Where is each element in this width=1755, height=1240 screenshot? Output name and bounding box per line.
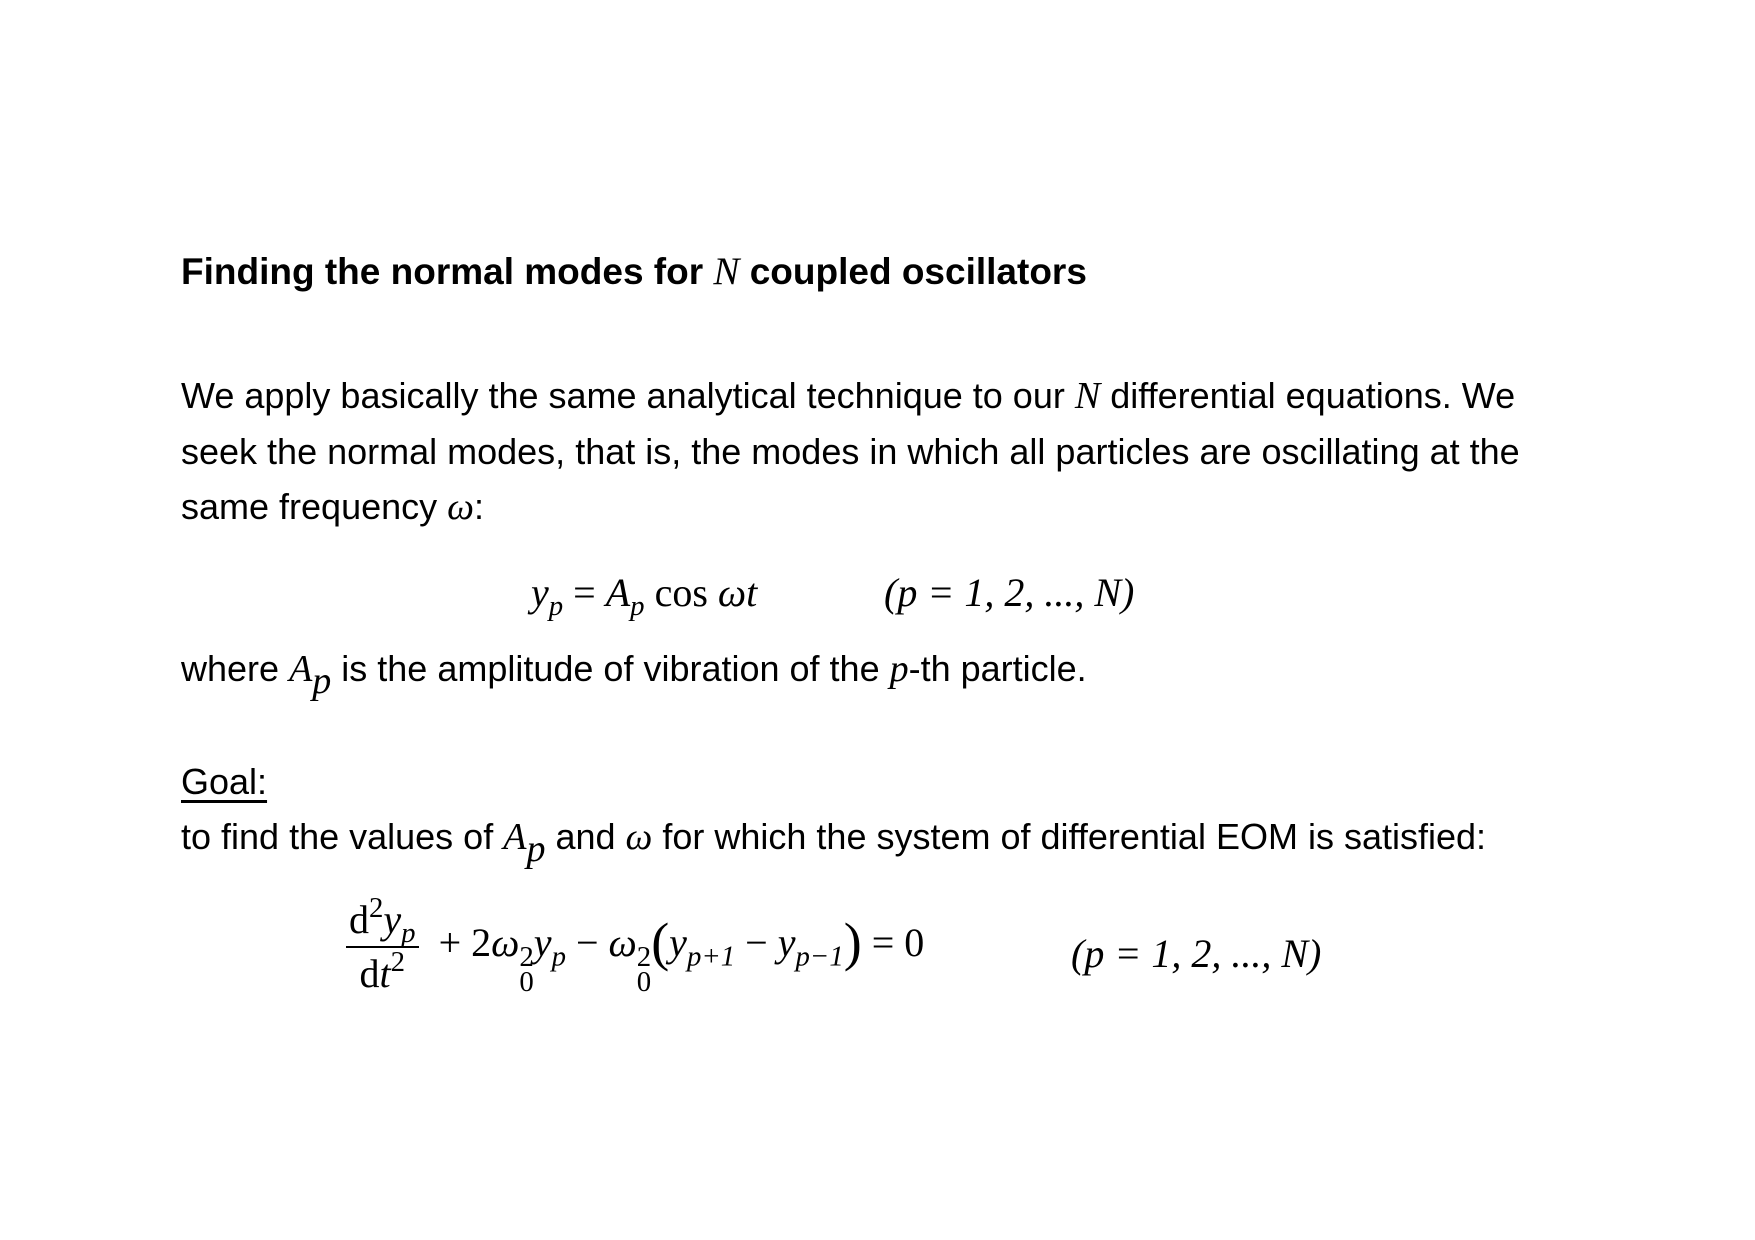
goal-heading: Goal: bbox=[181, 761, 268, 802]
eom-omega-1-scripts bbox=[519, 941, 534, 998]
eq1-a-sub-p: p bbox=[630, 590, 645, 623]
eom-omega-2: ω bbox=[608, 920, 637, 966]
eom-num-sub: p bbox=[401, 917, 416, 950]
eom-den-sup: 2 bbox=[390, 946, 406, 979]
eom-y-next: y bbox=[669, 920, 687, 966]
eom-omega-2-scripts bbox=[636, 941, 652, 998]
eq1-sub-p: p bbox=[548, 590, 564, 623]
where-sub-p: p bbox=[312, 660, 332, 703]
eom-zero: 0 bbox=[904, 920, 925, 966]
where-a: where bbox=[181, 648, 290, 689]
intro-line3-a: same frequency bbox=[181, 486, 448, 527]
eom-sub-p-minus-1: p−1 bbox=[795, 940, 844, 973]
goal-sub-p: p bbox=[526, 828, 546, 871]
eom-num-y: y bbox=[383, 897, 402, 942]
title-var-n: N bbox=[713, 250, 740, 293]
eom-num-sup: 2 bbox=[369, 892, 384, 925]
eom-y: y bbox=[533, 920, 552, 966]
goal-a: to find the values of bbox=[181, 816, 504, 857]
eom-sub-p-plus-1: p+1 bbox=[686, 940, 736, 973]
intro-line3-b: : bbox=[473, 486, 484, 527]
where-sentence bbox=[181, 641, 1087, 703]
goal-var-omega: ω bbox=[625, 816, 653, 858]
eq1-equals: = bbox=[573, 570, 596, 615]
eom-lparen: ( bbox=[651, 912, 670, 973]
intro-paragraph bbox=[181, 368, 1520, 535]
intro-var-n: N bbox=[1074, 375, 1101, 417]
goal-var-a: A bbox=[503, 816, 527, 858]
eom-y-prev: y bbox=[777, 920, 796, 966]
intro-line-1 bbox=[181, 368, 1520, 424]
eom-denominator bbox=[346, 948, 419, 994]
eom-two: 2 bbox=[471, 920, 492, 966]
eom-y-sub: p bbox=[551, 940, 566, 973]
intro-line1-b: differential equations. We bbox=[1100, 375, 1516, 416]
title-text-after: coupled oscillators bbox=[739, 251, 1087, 292]
intro-var-omega: ω bbox=[447, 486, 474, 528]
page-title bbox=[181, 252, 1087, 291]
goal-c: for which the system of differential EOM is satisfied: bbox=[652, 816, 1487, 857]
where-var-p: p bbox=[889, 648, 909, 690]
eom-equals: = bbox=[871, 920, 895, 966]
where-c: -th particle. bbox=[908, 648, 1087, 689]
equation-displacement-condition bbox=[884, 570, 1135, 615]
eom-omega-2-sup: 2 bbox=[636, 941, 652, 974]
eq1-cos: cos bbox=[654, 570, 708, 615]
eq1-omega-t: ωt bbox=[717, 570, 758, 615]
eom-num-d: d bbox=[349, 897, 369, 942]
eom-plus: + bbox=[438, 920, 462, 966]
eom-omega-1: ω bbox=[491, 920, 520, 966]
eom-den-t: t bbox=[379, 951, 391, 996]
equation-of-motion bbox=[346, 892, 925, 998]
goal-sentence bbox=[181, 809, 1487, 871]
eq1-y: y bbox=[531, 570, 549, 615]
intro-line-2: seek the normal modes, that is, the modes in which all particles are oscillating at the bbox=[181, 431, 1520, 472]
eq1-a: A bbox=[605, 570, 631, 615]
where-var-a: A bbox=[289, 648, 313, 690]
goal-b: and bbox=[545, 816, 626, 857]
eom-numerator bbox=[346, 892, 419, 950]
eom-fraction bbox=[346, 892, 419, 996]
intro-line1-a: We apply basically the same analytical technique to our bbox=[181, 375, 1075, 416]
eom-den-d: d bbox=[359, 951, 380, 996]
eq1-condition: (p = 1, 2, ..., N) bbox=[884, 570, 1135, 615]
where-b: is the amplitude of vibration of the bbox=[331, 648, 890, 689]
eom-condition: (p = 1, 2, ..., N) bbox=[1071, 931, 1322, 976]
eom-omega-2-sub: 0 bbox=[636, 965, 652, 998]
eom-omega-1-sup: 2 bbox=[519, 941, 534, 974]
eom-omega-1-sub: 0 bbox=[519, 965, 534, 998]
eom-minus-2: − bbox=[745, 920, 768, 966]
intro-line-3 bbox=[181, 479, 1520, 535]
eom-rparen: ) bbox=[843, 912, 862, 973]
title-text-before: Finding the normal modes for bbox=[181, 251, 714, 292]
equation-displacement bbox=[531, 570, 758, 623]
eom-minus-1: − bbox=[575, 920, 599, 966]
equation-of-motion-condition bbox=[1071, 931, 1322, 976]
